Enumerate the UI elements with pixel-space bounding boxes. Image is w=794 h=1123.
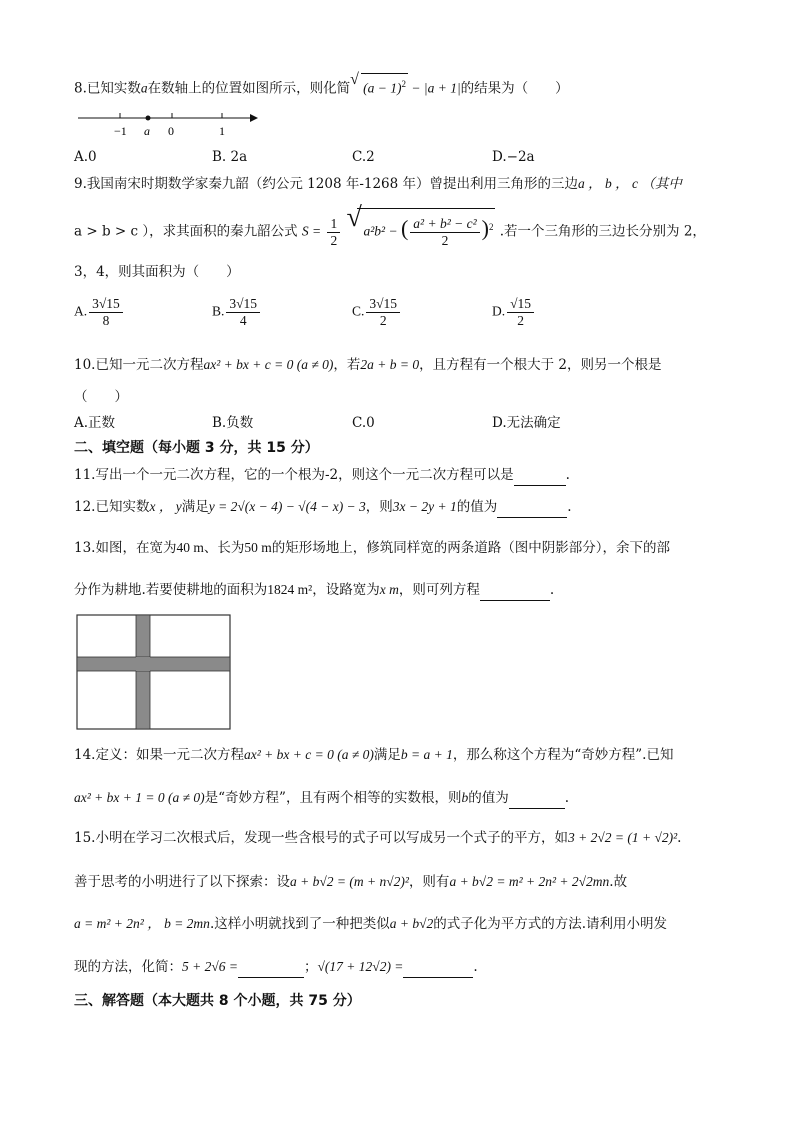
q13-line2: 分作为耕地.若要使耕地的面积为1824 m²，设路宽为x m，则可列方程 .: [74, 580, 554, 601]
q13-horizontal-road: [77, 657, 230, 671]
q10-option-d: D.无法确定: [492, 415, 561, 431]
q11-line: 11.写出一个一元二次方程，它的一个根为-2，则这个一元二次方程可以是 .: [74, 465, 570, 486]
q15-blank-1[interactable]: [238, 957, 304, 978]
q10-option-a: A.正数: [74, 415, 116, 431]
q8-option-c: C.2: [352, 149, 375, 165]
q10-line1: 10.已知一元二次方程ax² + bx + c = 0 (a ≠ 0)，若2a + b = 0，且方程有一个根大于 2，则另一个根是: [74, 357, 662, 373]
q8-sqrt-expr: √ $(a - 1)^2$: [350, 73, 408, 99]
q9-line3: 3，4，则其面积为（ ）: [74, 264, 240, 280]
numberline-label-0: 0: [168, 124, 174, 138]
q9-option-d: D. $\frac{√15}{2}$: [492, 296, 536, 329]
q9-option-b: B. $\frac{3√15}{4}$: [212, 296, 262, 329]
q15-line1: 15.小明在学习二次根式后，发现一些含根号的式子可以写成另一个式子的平方，如3 + 2√2 = (1 + √2)².: [74, 830, 682, 846]
q15-line3: a = m² + 2n² ， b = 2mn.这样小明就找到了一种把类似a + b√2的式子化为平方式的方法.请利用小明发: [74, 916, 668, 932]
q8-number-line: [74, 106, 264, 142]
q15-blank-2[interactable]: [403, 957, 473, 978]
section-solve-title: 三、解答题（本大题共 8 个小题，共 75 分）: [74, 993, 361, 1009]
q9-line1: 9.我国南宋时期数学家秦九韶（约公元 1208 年-1268 年）曾提出利用三角形的三边a ， b ， c （其中: [74, 176, 682, 192]
section-fill-in-title: 二、填空题（每小题 3 分，共 15 分）: [74, 440, 319, 456]
numberline-label-neg1: −1: [114, 124, 127, 138]
q13-field-diagram: [76, 614, 232, 732]
q8-option-a: A.0: [74, 149, 97, 165]
q10-option-b: B.负数: [212, 415, 254, 431]
q9-option-c: C. $\frac{3√15}{2}$: [352, 296, 402, 329]
q12-line: 12.已知实数x ， y满足y = 2√(x − 4) − √(4 − x) − 3，则3x − 2y + 1的值为 .: [74, 497, 572, 518]
numberline-label-a: a: [144, 124, 150, 138]
q9-option-a: A. $\frac{3√15}{8}$: [74, 296, 125, 329]
q14-line2: ax² + bx + 1 = 0 (a ≠ 0)是“奇妙方程”，且有两个相等的实数根，则b的值为 .: [74, 788, 569, 809]
q12-blank[interactable]: [497, 497, 567, 518]
q8-option-d: D.−2a: [492, 149, 535, 165]
numberline-label-1: 1: [219, 124, 225, 138]
q13-line1: 13.如图，在宽为40 m、长为50 m的矩形场地上，修筑同样宽的两条道路（图中阴影部分），余下的部: [74, 540, 671, 556]
q11-blank[interactable]: [514, 465, 566, 486]
q8-option-b: B. 2a: [212, 149, 248, 165]
q8-stem: 8.已知实数a在数轴上的位置如图所示，则化简 √ $(a - 1)^2 - |a + 1|$的结果为（ ）: [74, 71, 569, 97]
q9-line2: a > b > c ），求其面积的秦九韶公式 S = $\frac{1}{2}$ √ a²b² − ( $\frac{\text{a² + b² − c²}}{2}$ )$^2$ .若一个三角形的三边长分别为 2，: [74, 202, 706, 248]
q9-formula-sqrt: √ a²b² − ( $\frac{\text{a² + b² − c²}}{2}$ )$^2$: [346, 202, 494, 248]
q15-line2: 善于思考的小明进行了以下探索：设a + b√2 = (m + n√2)²，则有a + b√2 = m² + 2n² + 2√2mn.故: [74, 874, 628, 890]
q9-formula-half: $\frac{1}{2}$: [327, 216, 340, 249]
q15-line4: 现的方法，化简：5 + 2√6 = ；√(17 + 12√2) = .: [74, 957, 478, 978]
q13-blank[interactable]: [480, 580, 550, 601]
q14-line1: 14.定义：如果一元二次方程ax² + bx + c = 0 (a ≠ 0)满足b = a + 1，那么称这个方程为“奇妙方程”.已知: [74, 747, 674, 763]
q13-vertical-road: [136, 615, 150, 729]
q14-blank[interactable]: [509, 788, 565, 809]
q10-line2: （ ）: [74, 389, 128, 405]
q10-option-c: C.0: [352, 415, 375, 431]
